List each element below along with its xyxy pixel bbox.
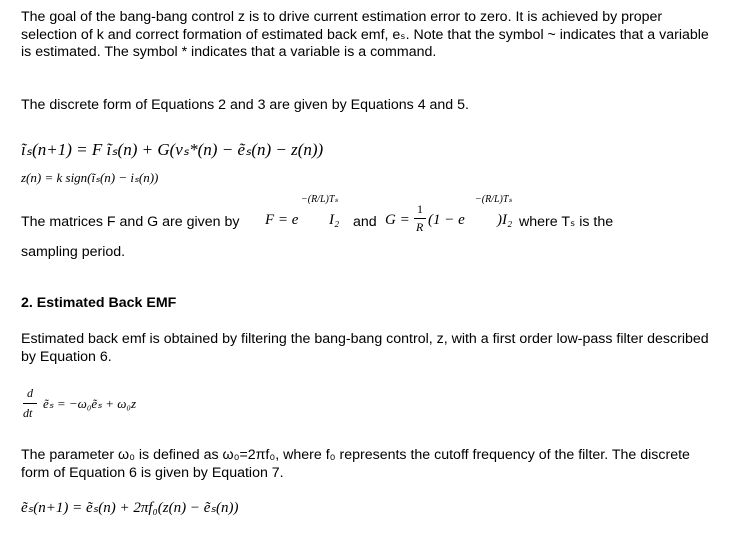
- eq6-rest: ẽₛ = −ω₀ẽₛ + ω₀z: [43, 396, 137, 411]
- paragraph-parameter: The parameter ω₀ is defined as ω₀=2πf₀, where f₀ represents the cutoff frequency of the filter. The discrete form of Equation 6 is given by Equation 7.: [21, 447, 690, 481]
- f-expression: F = e: [265, 212, 299, 228]
- section-heading: 2. Estimated Back EMF: [21, 295, 177, 311]
- matrices-prefix: The matrices F and G are given by: [21, 214, 240, 230]
- paragraph-control-goal: The goal of the bang-bang control z is to drive current estimation error to zero. It is achieved by proper selection of k and correct formation of estimated back emf, eₛ. Note that the symbol ~ indicates that a variable is estimated. The symbol * indicates that a variable is a command.: [21, 9, 709, 60]
- matrices-suffix: where Tₛ is the: [519, 214, 614, 230]
- matrices-and: and: [353, 214, 377, 230]
- eq6-fraction-bar: [23, 403, 37, 404]
- f-identity: I₂: [329, 212, 340, 228]
- g-numerator: 1: [417, 202, 423, 216]
- g-middle: (1 − e: [428, 212, 465, 228]
- eq6-numerator: d: [27, 386, 33, 400]
- g-denominator: R: [416, 220, 424, 234]
- g-exponent: −(R/L)Tₛ: [475, 194, 513, 205]
- paragraph-discrete-form: The discrete form of Equations 2 and 3 are given by Equations 4 and 5.: [21, 97, 469, 113]
- equation-5: z(n) = k sign(ĩₛ(n) − iₛ(n)): [21, 170, 159, 185]
- paragraph-back-emf: Estimated back emf is obtained by filtering the bang-bang control, z, with a first order low-pass filter described by Equation 6.: [21, 331, 709, 365]
- eq6-denominator: dt: [23, 406, 33, 420]
- f-exponent: −(R/L)Tₛ: [301, 194, 339, 205]
- paragraph-sampling-period: sampling period.: [21, 244, 126, 260]
- equation-4: ĩₛ(n+1) = F ĩₛ(n) + G(vₛ*(n) − ẽₛ(n) − z(n)): [21, 140, 324, 159]
- g-identity: )I₂: [497, 212, 513, 228]
- g-fraction-bar: [414, 218, 426, 219]
- equation-7: ẽₛ(n+1) = ẽₛ(n) + 2πf₀(z(n) − ẽₛ(n)): [21, 500, 239, 516]
- matrices-definition: [21, 188, 731, 248]
- g-expression: G =: [385, 212, 410, 228]
